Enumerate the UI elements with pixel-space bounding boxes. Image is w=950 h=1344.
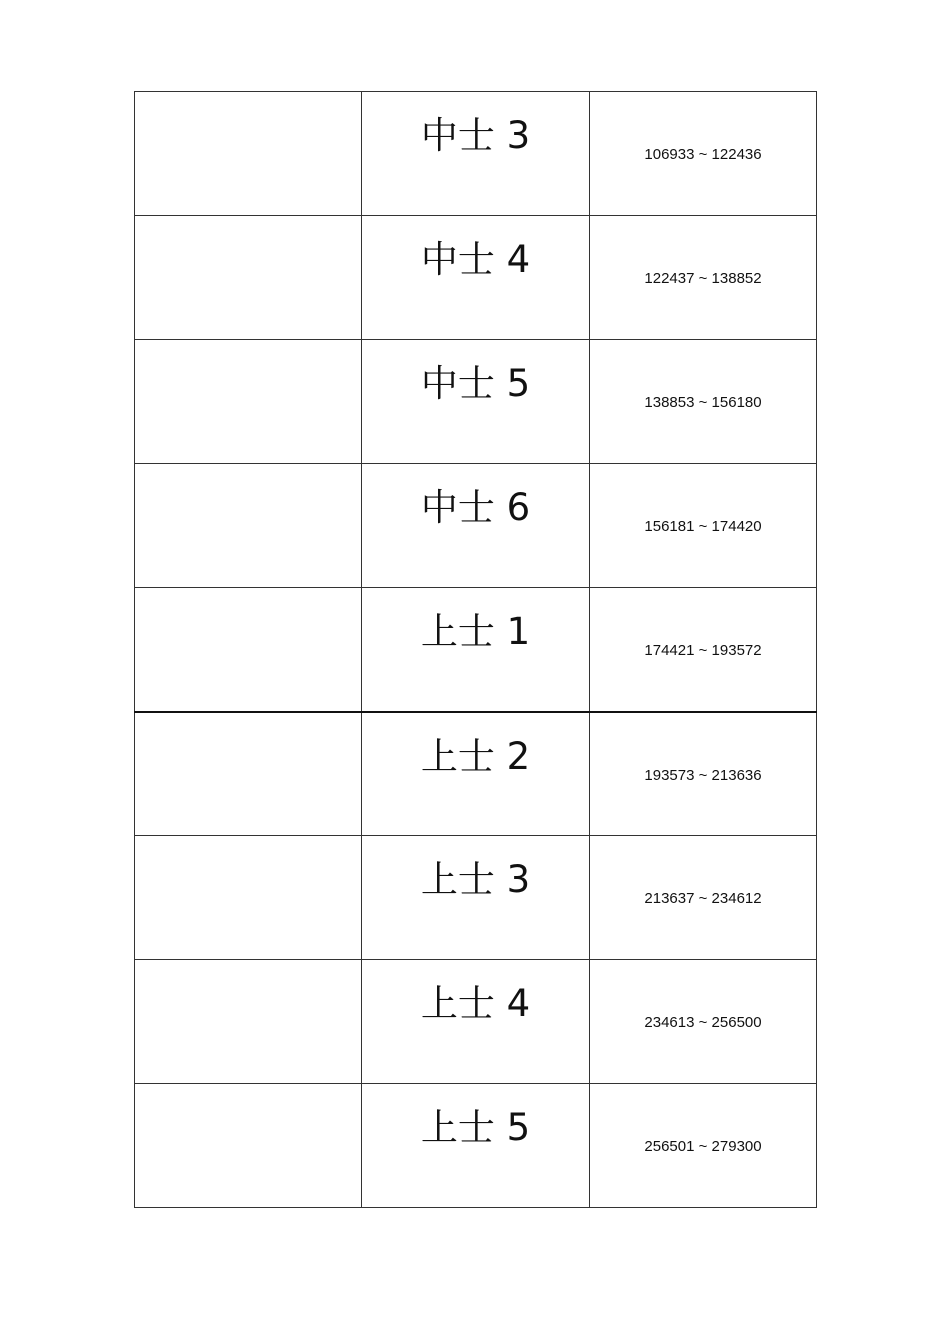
range-cell	[590, 960, 817, 1084]
range-label: 174421 ~ 193572	[644, 642, 762, 659]
table-row	[135, 588, 817, 712]
empty-cell	[135, 712, 362, 836]
range-label: 234613 ~ 256500	[644, 1014, 762, 1031]
range-label: 138853 ~ 156180	[644, 394, 762, 411]
rank-label: 中士 5	[420, 362, 531, 405]
rank-cell	[362, 464, 590, 588]
rank-cell	[362, 216, 590, 340]
table-row	[135, 836, 817, 960]
rank-table	[134, 91, 817, 1208]
rank-label: 上士 1	[420, 610, 531, 653]
empty-cell	[135, 464, 362, 588]
range-cell	[590, 1084, 817, 1208]
range-label: 193573 ~ 213636	[644, 766, 762, 784]
rank-cell	[362, 1084, 590, 1208]
rank-label: 上士 5	[420, 1106, 531, 1149]
range-label: 156181 ~ 174420	[644, 518, 762, 535]
rank-cell	[362, 588, 590, 712]
rank-cell	[362, 712, 590, 836]
range-label: 213637 ~ 234612	[644, 890, 762, 907]
table-row	[135, 1084, 817, 1208]
range-cell	[590, 340, 817, 464]
table-row	[135, 960, 817, 1084]
range-label: 106933 ~ 122436	[644, 146, 762, 163]
rank-label: 中士 3	[420, 114, 531, 157]
empty-cell	[135, 92, 362, 216]
table-row	[135, 340, 817, 464]
table-row	[135, 464, 817, 588]
rank-label: 中士 4	[420, 238, 531, 281]
range-cell	[590, 464, 817, 588]
empty-cell	[135, 588, 362, 712]
empty-cell	[135, 1084, 362, 1208]
range-cell	[590, 216, 817, 340]
rank-cell	[362, 960, 590, 1084]
empty-cell	[135, 960, 362, 1084]
empty-cell	[135, 836, 362, 960]
range-cell	[590, 836, 817, 960]
range-label: 122437 ~ 138852	[644, 270, 762, 287]
empty-cell	[135, 340, 362, 464]
empty-cell	[135, 216, 362, 340]
rank-label: 上士 3	[420, 858, 531, 901]
table-row	[135, 92, 817, 216]
table-row	[135, 216, 817, 340]
rank-cell	[362, 92, 590, 216]
rank-cell	[362, 340, 590, 464]
rank-label: 上士 2	[420, 734, 531, 778]
rank-cell	[362, 836, 590, 960]
rank-label: 上士 4	[420, 982, 531, 1025]
range-cell	[590, 92, 817, 216]
rank-label: 中士 6	[420, 486, 531, 529]
range-label: 256501 ~ 279300	[644, 1138, 762, 1155]
table-row	[135, 712, 817, 836]
range-cell	[590, 588, 817, 712]
range-cell	[590, 712, 817, 836]
